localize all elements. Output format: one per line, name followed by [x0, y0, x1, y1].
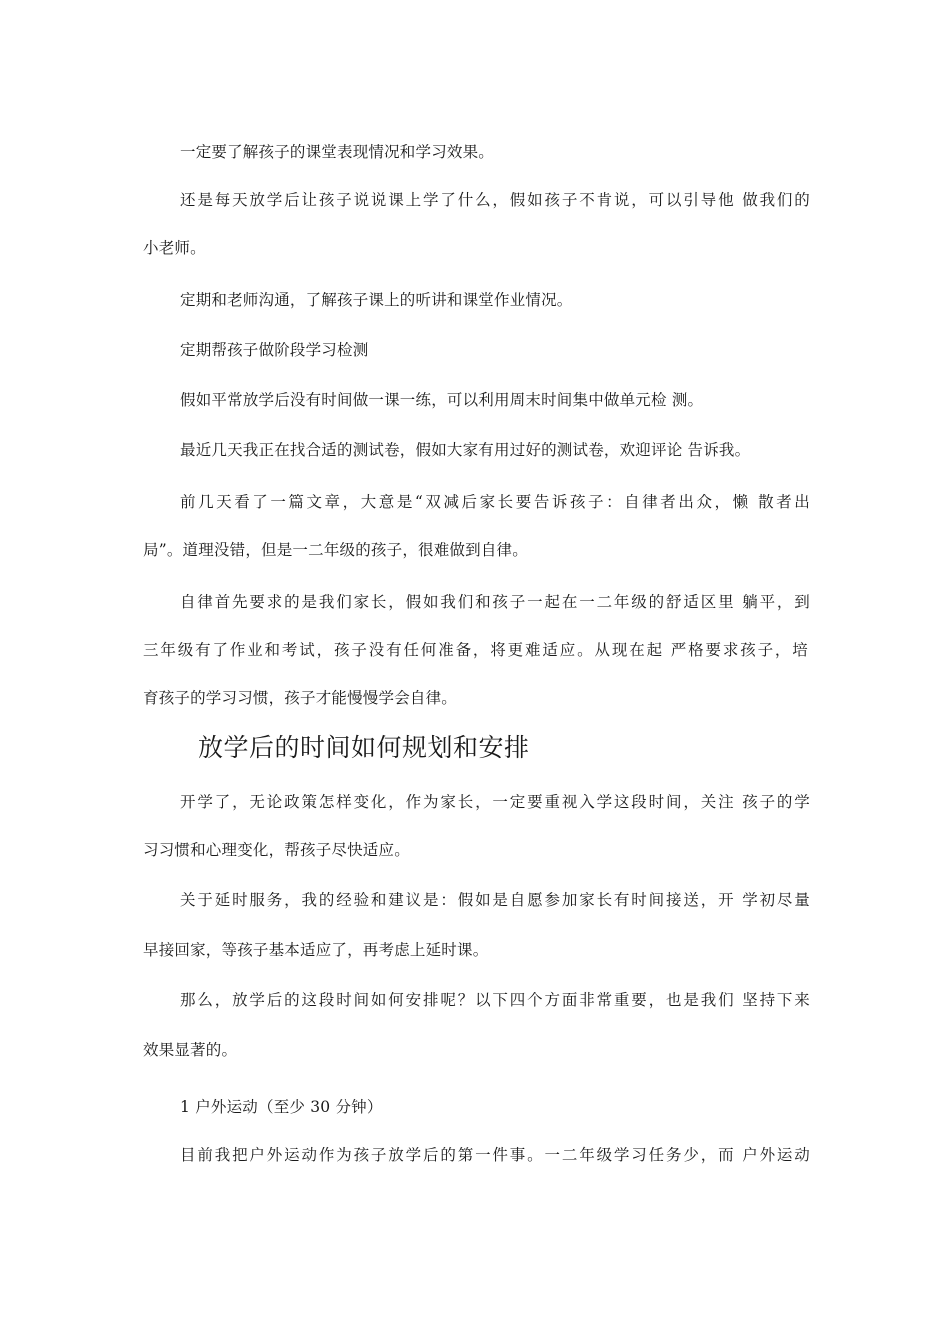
paragraph-line: 还是每天放学后让孩子说说课上学了什么，假如孩子不肯说，可以引导他 做我们的 — [180, 191, 810, 209]
paragraph-line: 开学了，无论政策怎样变化，作为家长，一定要重视入学这段时间，关注 孩子的学 — [180, 793, 810, 811]
paragraph-line: 一定要了解孩子的课堂表现情况和学习效果。 — [180, 143, 495, 161]
paragraph-line: 小老师。 — [143, 239, 206, 257]
paragraph-line: 局”。道理没错，但是一二年级的孩子，很难做到自律。 — [143, 541, 528, 559]
paragraph-line: 习习惯和心理变化，帮孩子尽快适应。 — [143, 841, 410, 859]
paragraph-line: 育孩子的学习习惯，孩子才能慢慢学会自律。 — [143, 689, 458, 707]
paragraph-line: 最近几天我正在找合适的测试卷，假如大家有用过好的测试卷，欢迎评论 告诉我。 — [180, 441, 751, 459]
paragraph-line: 定期帮孩子做阶段学习检测 — [180, 341, 369, 359]
paragraph-line: 假如平常放学后没有时间做一课一练，可以利用周末时间集中做单元检 测。 — [180, 391, 704, 409]
paragraph-line: 关于延时服务，我的经验和建议是：假如是自愿参加家长有时间接送，开 学初尽量 — [180, 891, 810, 909]
paragraph-line: 早接回家，等孩子基本适应了，再考虑上延时课。 — [143, 941, 489, 959]
paragraph-line: 自律首先要求的是我们家长，假如我们和孩子一起在一二年级的舒适区里 躺平，到 — [180, 593, 810, 611]
paragraph-line: 效果显著的。 — [143, 1041, 238, 1059]
paragraph-line: 定期和老师沟通，了解孩子课上的听讲和课堂作业情况。 — [180, 291, 573, 309]
paragraph-line: 三年级有了作业和考试，孩子没有任何准备，将更难适应。从现在起 严格要求孩子，培 — [143, 641, 808, 659]
paragraph-line: 1 户外运动（至少 30 分钟） — [180, 1098, 383, 1116]
paragraph-line: 那么，放学后的这段时间如何安排呢？以下四个方面非常重要，也是我们 坚持下来 — [180, 991, 810, 1009]
section-heading: 放学后的时间如何规划和安排 — [198, 733, 530, 762]
paragraph-line: 目前我把户外运动作为孩子放学后的第一件事。一二年级学习任务少，而 户外运动 — [180, 1146, 810, 1164]
paragraph-line: 前几天看了一篇文章，大意是“双减后家长要告诉孩子：自律者出众，懒 散者出 — [180, 493, 810, 511]
